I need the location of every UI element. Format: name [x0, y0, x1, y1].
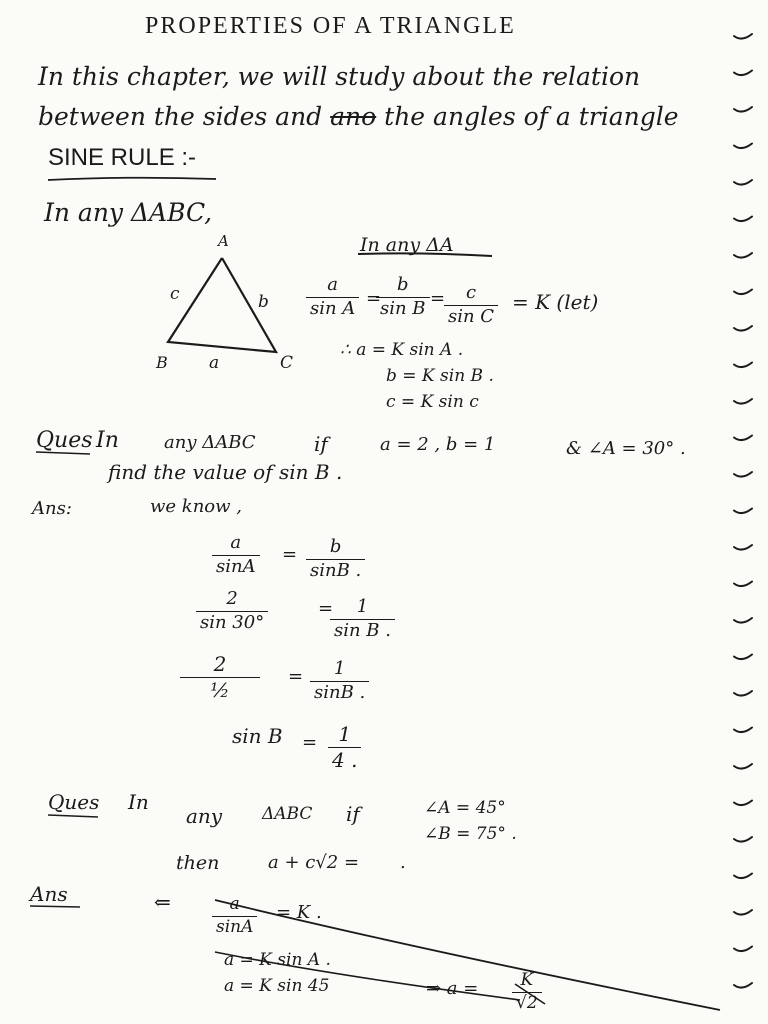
margin-curl	[734, 326, 752, 331]
margin-curl	[734, 363, 752, 368]
side-c-label: c	[170, 284, 180, 304]
margin-curl	[734, 217, 752, 222]
ans2-fraction-num: a	[229, 894, 240, 914]
ans2-label: Ans	[30, 882, 68, 906]
ans1-step4-left: sin B	[232, 724, 283, 748]
q2-any: any	[186, 804, 223, 828]
q1-angle: & ∠A = 30° .	[566, 438, 686, 459]
ans1-step2-left-num: 2	[226, 588, 238, 609]
q2-expression: a + c√2 =	[268, 852, 360, 873]
q1-label: Ques	[36, 428, 93, 453]
ans1-step2-left-den: sin 30°	[200, 611, 265, 633]
q1-values: a = 2 , b = 1	[380, 434, 496, 455]
struck-text: In any ΔA	[360, 234, 454, 256]
margin-curl	[734, 509, 752, 514]
ans2-line-4: ⇒ a =	[426, 978, 479, 999]
ans1-step4-right-den: 4 .	[332, 748, 358, 772]
ans2-k-den: √2	[516, 992, 538, 1013]
ans2-line-2: a = K sin A .	[224, 950, 331, 970]
margin-curl	[734, 472, 752, 477]
formula-fraction-a	[306, 276, 359, 319]
margin-curl	[734, 71, 752, 76]
vertex-a-label: A	[218, 232, 229, 250]
margin-curl	[734, 399, 752, 404]
sine-rule-heading: SINE RULE :-	[48, 144, 197, 171]
margin-curl	[734, 144, 752, 149]
side-b-label: b	[258, 292, 269, 312]
ans1-step1-left-den: sinA	[216, 555, 256, 577]
margin-curl	[734, 34, 752, 39]
margin-curl	[734, 837, 752, 842]
therefore-line-2: b = K sin B .	[386, 366, 494, 386]
in-any-abc: In any ΔABC,	[44, 198, 213, 227]
ans1-step3-left	[180, 654, 260, 701]
formula-fraction-c	[444, 284, 498, 327]
therefore-line-3: c = K sin c	[386, 392, 479, 412]
q1-any-abc: any ΔABC	[164, 432, 256, 453]
ans1-step1-right-den: sinB .	[310, 559, 362, 581]
q1-line-2: find the value of sin B .	[108, 460, 343, 484]
ans2-fraction-den: sinA	[216, 916, 254, 937]
formula-a-den: sin A	[310, 297, 356, 319]
ans1-step4-right-num: 1	[338, 722, 352, 746]
margin-curl	[734, 180, 752, 185]
q2-angle-b: ∠B = 75° .	[424, 824, 517, 844]
side-a-label: a	[209, 353, 220, 373]
margin-curl	[734, 107, 752, 112]
margin-curl	[734, 545, 752, 550]
ans1-step2-right	[330, 598, 395, 641]
ans1-label: Ans:	[32, 498, 72, 519]
q2-angle-a: ∠A = 45°	[424, 798, 506, 818]
ans1-step1-right	[306, 538, 365, 581]
ans1-step3-right-den: sinB .	[314, 681, 366, 703]
intro-line-2-start: between the sides and	[38, 102, 323, 131]
ans2-line-3: a = K sin 45	[224, 976, 330, 996]
ans1-step1-left	[212, 534, 260, 577]
margin-curl	[734, 728, 752, 733]
intro-line-1: In this chapter, we will study about the relation	[38, 62, 641, 91]
margin-curl	[734, 436, 752, 441]
q2-dot: .	[400, 852, 406, 873]
q2-in: In	[128, 790, 149, 814]
q2-then: then	[176, 852, 220, 874]
formula-c-num: c	[466, 282, 477, 303]
margin-curl	[734, 910, 752, 915]
margin-curl	[734, 801, 752, 806]
ans2-k-over-root2	[512, 972, 542, 1013]
intro-line-2	[38, 104, 679, 129]
notebook-margin-marks	[720, 0, 768, 1024]
formula-c-den: sin C	[448, 305, 495, 327]
ans2-fraction	[212, 896, 257, 937]
margin-curl	[734, 618, 752, 623]
vertex-b-label: B	[156, 353, 168, 372]
ans1-step1-left-num: a	[230, 532, 242, 553]
ans1-step2-right-num: 1	[356, 596, 369, 617]
margin-curl	[734, 582, 752, 587]
ans1-step3-left-num: 2	[213, 652, 227, 676]
formula-eq-2: =	[430, 288, 446, 309]
intro-struck-word: ano	[330, 102, 377, 131]
ans2-arrow: ⇐	[154, 890, 171, 914]
q1-if: if	[314, 432, 328, 456]
formula-a-num: a	[327, 274, 339, 295]
ans1-step4-right	[328, 724, 361, 771]
formula-eq-1: =	[366, 288, 382, 309]
margin-curl	[734, 947, 752, 952]
q2-label: Ques	[48, 790, 100, 814]
ans1-we-know: we know ,	[150, 496, 242, 517]
ans1-step1-eq: =	[282, 544, 298, 565]
vertex-c-label: C	[280, 353, 294, 373]
formula-b-num: b	[397, 274, 409, 295]
ans1-step2-eq: =	[318, 598, 334, 619]
margin-curl	[734, 764, 752, 769]
intro-line-2-end: the angles of a triangle	[384, 102, 679, 131]
formula-b-den: sin B	[380, 297, 426, 319]
margin-curl	[734, 983, 752, 988]
ans1-step2-left	[196, 590, 268, 633]
heading-underline	[48, 178, 216, 180]
ans1-step2-right-den: sin B .	[334, 619, 391, 641]
margin-curl	[734, 874, 752, 879]
margin-curl	[734, 290, 752, 295]
ans1-step3-right-num: 1	[333, 658, 346, 679]
ans1-step4-eq: =	[302, 732, 318, 753]
q2-if: if	[346, 802, 360, 826]
margin-curl	[734, 253, 752, 258]
ans2-k-num: K	[520, 970, 534, 990]
margin-curl	[734, 655, 752, 660]
ans1-step3-left-den: ½	[210, 678, 230, 702]
ans1-step1-right-num: b	[329, 536, 342, 557]
q2-abc: ΔABC	[262, 804, 313, 824]
margin-curl	[734, 691, 752, 696]
q1-in: In	[96, 428, 119, 453]
ans2-fraction-tail: = K .	[276, 902, 322, 923]
formula-fraction-b	[376, 276, 430, 319]
ans1-step3-right	[310, 660, 369, 703]
formula-tail: = K (let)	[512, 290, 599, 314]
therefore-line-1: ∴ a = K sin A .	[340, 340, 464, 360]
ans1-step3-eq: =	[288, 666, 304, 687]
page-title: PROPERTIES OF A TRIANGLE	[145, 13, 516, 39]
